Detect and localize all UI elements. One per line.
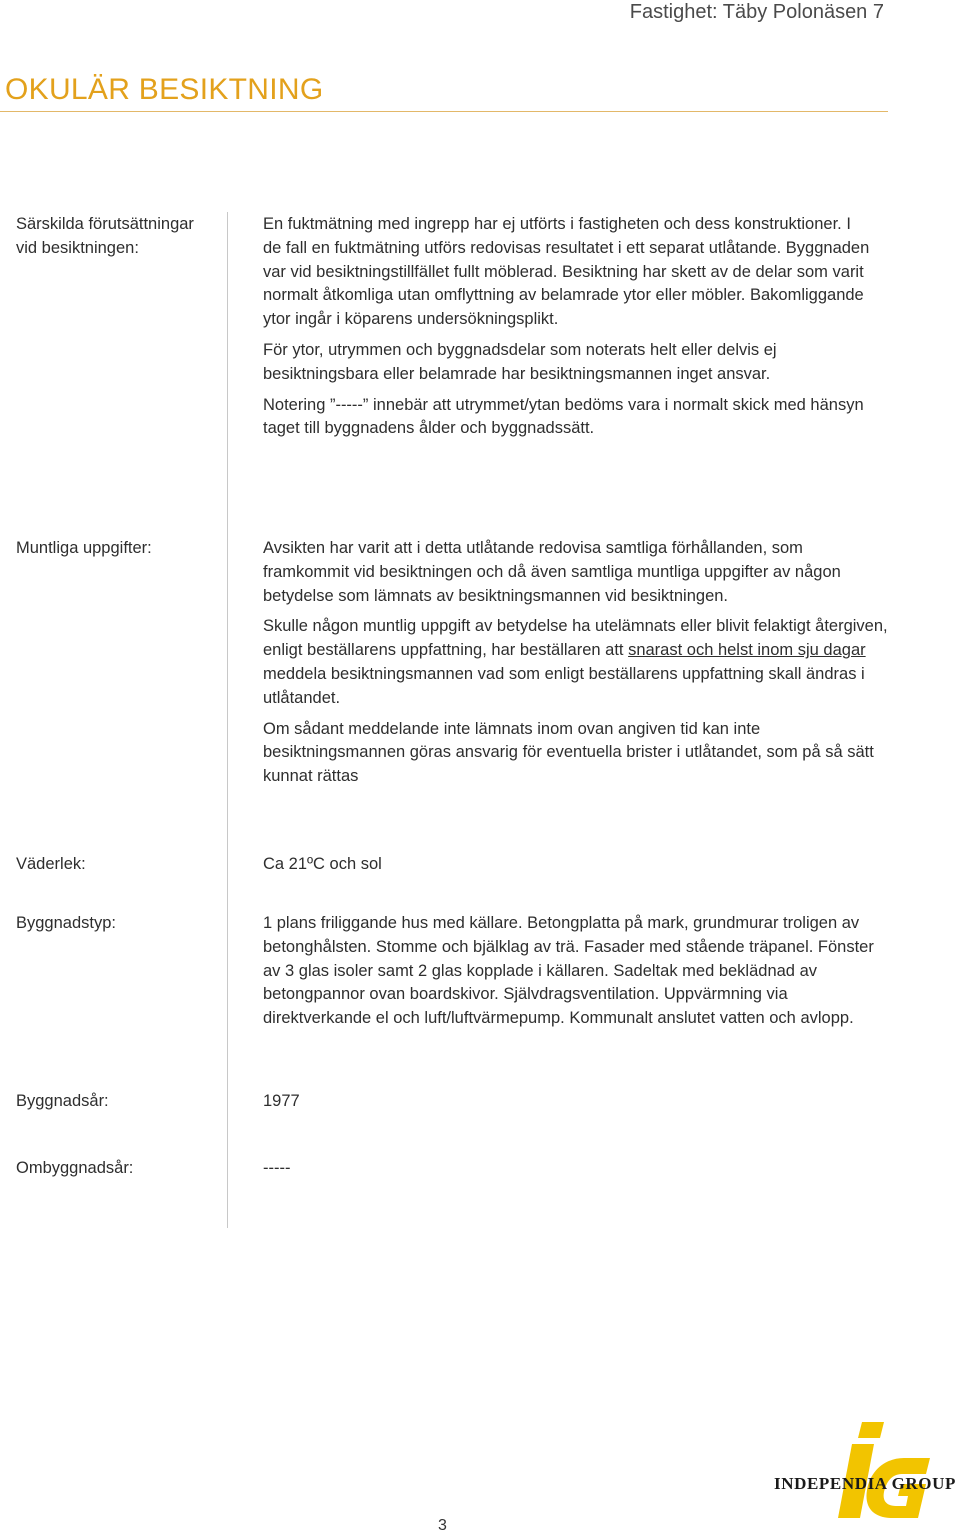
page-header: Fastighet: Täby Polonäsen 7 [629, 1, 884, 23]
built-year-label: Byggnadsår: [16, 1092, 109, 1110]
special-conditions-paragraph-3: Notering ”-----” innebär att utrymmet/ytan bedöms vara i normalt skick med hänsyn taget till byggnadens ålder och byggnadssätt. [263, 395, 864, 438]
oral-info-paragraph-2 [263, 615, 893, 710]
page-number: 3 [438, 1517, 447, 1534]
special-conditions-paragraph-2: För ytor, utrymmen och byggnadsdelar som noterats helt eller delvis ej besiktningsbara eller belamrade har besiktningsmannen inget ansvar. [263, 340, 777, 383]
oral-info-paragraph-2-start: Skulle någon muntlig uppgift av betydelse ha utelämnats eller blivit felaktigt återgiven, enligt beställarens uppfattning, har beställaren att [263, 617, 888, 660]
special-conditions-label [16, 213, 194, 260]
building-type-value: 1 plans friliggande hus med källare. Betongplatta på mark, grundmurar troligen av betonghålsten. Stomme och bjälklag av trä. Fasader med stående träpanel. Fönster av 3 glas isoler samt 2 glas kopplade i källaren. Sadeltak med beklädnad av betongpannor ovan boardskivor. Självdragsventilation. Uppvärmning via direktverkande el och luft/luftvärmepump. Kommunalt anslutet vatten och avlopp. [263, 914, 874, 1028]
oral-info-paragraph-3: Om sådant meddelande inte lämnats inom ovan angiven tid kan inte besiktningsmannen göras ansvarig för eventuella brister i utlåtandet, som på så sätt kunnat rättas [263, 719, 874, 786]
weather-label: Väderlek: [16, 855, 86, 873]
column-divider [227, 212, 228, 1228]
oral-info-deadline-underlined: snarast och helst inom sju dagar [628, 641, 866, 660]
oral-info-paragraph-1: Avsikten har varit att i detta utlåtande redovisa samtliga förhållanden, som framkommit vid besiktningen och då även samtliga muntliga uppgifter av någon betydelse som lämnats av besiktningsmannen vid besiktningen. [263, 539, 841, 605]
title-underline [0, 111, 888, 112]
special-conditions-text [263, 213, 873, 448]
oral-info-paragraph-2-end: meddela besiktningsmannen vad som enligt beställarens uppfattning skall ändras i utlåtandet. [263, 664, 865, 707]
oral-info-text [263, 537, 893, 796]
independia-group-logo-text: INDEPENDIA GROUP [774, 1474, 956, 1493]
special-conditions-label-line2: vid besiktningen: [16, 238, 139, 257]
section-title: OKULÄR BESIKTNING [5, 73, 324, 106]
rebuilt-year-label: Ombyggnadsår: [16, 1159, 134, 1177]
special-conditions-label-line1: Särskilda förutsättningar [16, 215, 194, 233]
built-year-value: 1977 [263, 1092, 300, 1110]
rebuilt-year-value: ----- [263, 1159, 291, 1177]
special-conditions-paragraph-1: En fuktmätning med ingrepp har ej utförts i fastigheten och dess konstruktioner. I de fall en fuktmätning utförs redovisas resultatet i ett separat utlåtande. Byggnaden var vid besiktningstillfället fullt möblerad. Besiktning har skett av de delar som varit normalt åtkomliga utan omflyttning av belamrade ytor eller möbler. Bakomliggande ytor ingår i köparens undersökningsplikt. [263, 215, 870, 329]
oral-info-label: Muntliga uppgifter: [16, 539, 152, 557]
ig-logo-mark-icon [822, 1418, 932, 1518]
weather-value: Ca 21ºC och sol [263, 855, 382, 873]
independia-group-logo [770, 1418, 960, 1538]
building-type-label: Byggnadstyp: [16, 914, 116, 932]
